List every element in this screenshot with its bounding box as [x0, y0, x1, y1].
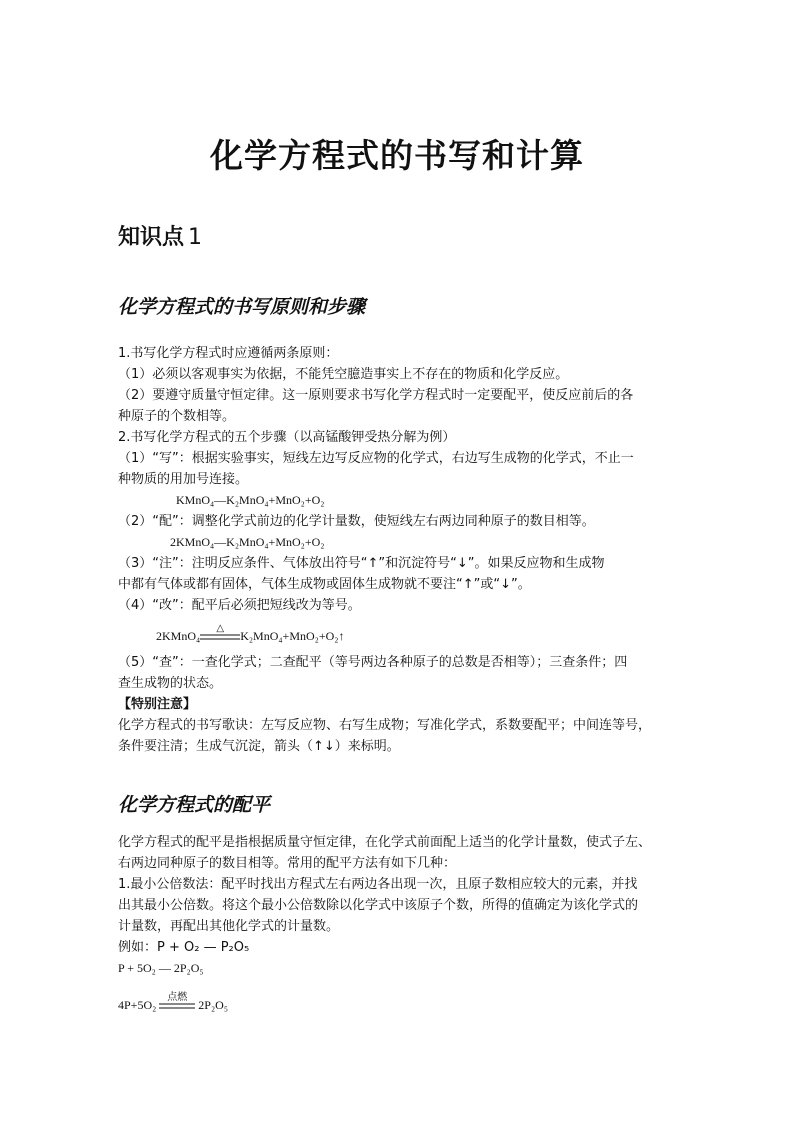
equals-sign-icon [159, 999, 195, 1013]
equation-left: 2KMnO₄ [156, 629, 201, 643]
section-body-writing [118, 343, 678, 757]
paragraph: 2.书写化学方程式的五个步骤（以高锰酸钾受热分解为例） [118, 430, 456, 445]
section-heading-balancing: 化学方程式的配平 [118, 794, 271, 816]
ignite-condition: 点燃 [167, 992, 188, 1004]
equals-sign-icon [200, 630, 240, 644]
paragraph: 条件要注清；生成气沉淀，箭头（↑↓）来标明。 [118, 739, 400, 754]
section-body-balancing [118, 832, 678, 1019]
paragraph: （3）“注”：注明反应条件、气体放出符号“↑”和沉淀符号“↓”。如果反应物和生成物 [118, 556, 605, 571]
equals-with-condition [200, 623, 240, 644]
paragraph: 1.书写化学方程式时应遵循两条原则： [118, 346, 339, 361]
example-line: P + 5O₂ — 2P₂O₅ [118, 961, 204, 975]
paragraph: 化学方程式的书写歌诀：左写反应物、右写生成物；写准化学式，系数要配平；中间连等号， [118, 718, 652, 733]
paragraph: 计量数，再配出其他化学式的计量数。 [118, 919, 340, 934]
paragraph: 化学方程式的配平是指根据质量守恒定律，在化学式前面配上适当的化学计量数，使式子左、 [118, 835, 652, 850]
example-final-equation [118, 979, 678, 1019]
equation-right: K₂MnO₄+MnO₂+O₂↑ [240, 629, 345, 643]
paragraph: 种原子的个数相等。 [118, 409, 236, 424]
paragraph: （2）要遵守质量守恒定律。这一原则要求书写化学方程式时一定要配平，使反应前后的各 [118, 388, 634, 403]
paragraph: 种物质的用加号连接。 [118, 472, 249, 487]
paragraph: 中都有气体或都有固体，气体生成物或固体生成物就不要注“↑”或“↓”。 [118, 577, 531, 592]
knowledge-point-number: 1 [188, 225, 203, 250]
equation-right: 2P₂O₅ [198, 998, 229, 1012]
equals-with-condition [159, 992, 195, 1013]
paragraph: （1）“写”：根据实验事实，短线左边写反应物的化学式，右边写生成物的化学式，不止一 [118, 451, 634, 466]
equation-step4 [118, 616, 678, 652]
example-line: 例如：P + O₂ — P₂O₅ [118, 940, 250, 955]
paragraph: （5）“查”：一查化学式；二查配平（等号两边各种原子的总数是否相等）；三查条件；四 [118, 655, 628, 670]
equation-step2: 2KMnO₄—K₂MnO₄+MnO₂+O₂ [170, 535, 325, 549]
equation-step1: KMnO₄—K₂MnO₄+MnO₂+O₂ [176, 493, 325, 507]
equation-left: 4P+5O₂ [118, 998, 157, 1012]
paragraph: （2）“配”：调整化学式前边的化学计量数，使短线左右两边同种原子的数目相等。 [118, 514, 595, 529]
section-heading-writing: 化学方程式的书写原则和步骤 [118, 296, 366, 318]
knowledge-point-heading [118, 220, 202, 251]
paragraph: （1）必须以客观事实为依据，不能凭空臆造事实上不存在的物质和化学反应。 [118, 367, 569, 382]
paragraph: 查生成物的状态。 [118, 676, 223, 691]
paragraph: （4）“改”：配平后必须把短线改为等号。 [118, 598, 361, 613]
note-label: 【特别注意】 [118, 697, 197, 712]
paragraph: 1.最小公倍数法：配平时找出方程式左右两边各出现一次，且原子数相应较大的元素，并找 [118, 877, 638, 892]
knowledge-point-label: 知识点 [118, 225, 185, 250]
paragraph: 右两边同种原子的数目相等。常用的配平方法有如下几种： [118, 856, 457, 871]
heat-condition: △ [216, 623, 225, 635]
paragraph: 出其最小公倍数。将这个最小公倍数除以化学式中该原子个数，所得的值确定为该化学式的 [118, 898, 639, 913]
page-title: 化学方程式的书写和计算 [210, 136, 584, 175]
